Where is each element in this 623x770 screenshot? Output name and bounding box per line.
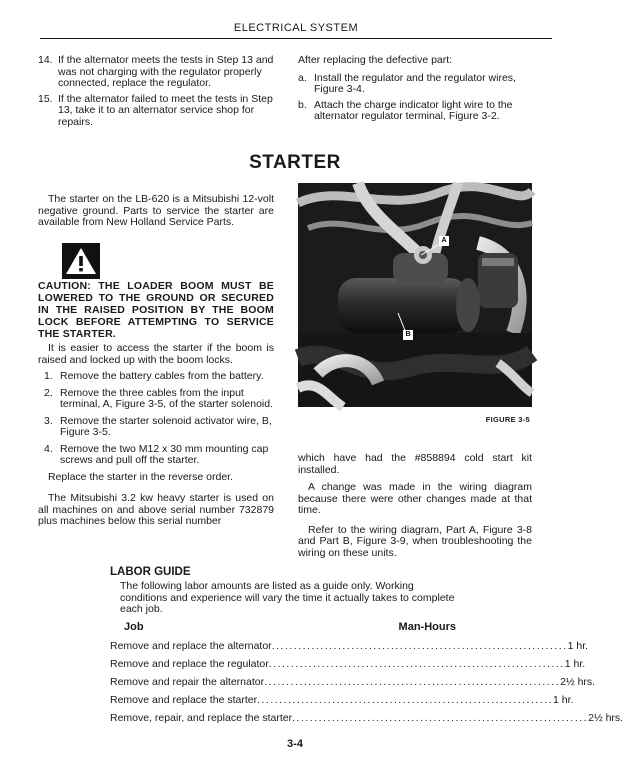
job-hours: 2½ hrs. <box>560 675 596 688</box>
caution-text: CAUTION: THE LOADER BOOM MUST BE LOWERED TO THE GROUND OR SECURED IN THE RAISED POSITION BY THE BOOM LOCK BEFORE ATTEMPTING TO SERVICE THE STARTER. <box>38 280 274 340</box>
callout-b: B <box>403 330 413 340</box>
heavy-starter-text: The Mitsubishi 3.2 kw heavy starter is used on all machines on and above serial number 732879 plus machines below this serial number <box>38 492 274 527</box>
callout-a: A <box>439 236 449 246</box>
after-replacing-intro: After replacing the defective part: <box>298 54 453 66</box>
sub-step-letter: b. <box>298 98 307 111</box>
labor-row <box>110 655 586 673</box>
step-15 <box>38 94 274 129</box>
labor-guide-title: LABOR GUIDE <box>110 566 191 578</box>
leader-dots: ................................................................... <box>264 675 561 688</box>
leader-dots: ................................................................... <box>292 711 589 724</box>
page-number: 3-4 <box>287 738 303 750</box>
page-header: ELECTRICAL SYSTEM <box>233 22 359 34</box>
alternator-steps <box>38 55 274 132</box>
wiring-notes <box>298 453 532 563</box>
wiring-change-text: A change was made in the wiring diagram because there were other changes made at that time. <box>298 481 532 516</box>
step-number: 3. <box>44 414 53 427</box>
step-text: Remove the starter solenoid activator wire, B, Figure 3-5. <box>60 414 272 438</box>
section-title: STARTER <box>249 152 341 173</box>
removal-step-2 <box>44 388 274 411</box>
job-hours: 2½ hrs. <box>588 711 623 724</box>
job-name: Remove and replace the alternator <box>110 639 272 652</box>
step-text: Remove the battery cables from the battery. <box>60 370 264 382</box>
step-number: 4. <box>44 442 53 455</box>
step-14 <box>38 55 274 90</box>
job-hours: 1 hr. <box>564 657 586 670</box>
job-column-header: Job <box>124 620 144 633</box>
labor-guide <box>110 566 623 727</box>
step-number: 2. <box>44 386 53 399</box>
step-text: Remove the two M12 x 30 mm mounting cap screws and pull off the starter. <box>60 442 269 466</box>
cold-start-text: which have had the #858894 cold start kit installed. <box>298 452 532 476</box>
labor-row <box>110 637 589 655</box>
leader-dots: ................................................................... <box>257 693 554 706</box>
removal-step-4 <box>44 444 274 467</box>
labor-table-header <box>124 621 458 633</box>
step-number: 1. <box>44 370 53 382</box>
replace-text: Replace the starter in the reverse order. <box>48 470 234 483</box>
leader-dots: ................................................................... <box>271 639 568 652</box>
wiring-reference-text: Refer to the wiring diagram, Part A, Figure 3-8 and Part B, Figure 3-9, when troubleshooting the wiring on these units. <box>298 523 532 559</box>
starter-photo <box>298 183 532 407</box>
job-hours: 1 hr. <box>567 639 589 652</box>
labor-row <box>110 691 574 709</box>
sub-step-text: Attach the charge indicator light wire to the alternator regulator terminal, Figure 3-2. <box>314 98 513 122</box>
access-text: It is easier to access the starter if the boom is raised and locked up with the boom locks. <box>38 342 274 366</box>
sub-step-b <box>298 100 532 123</box>
removal-step-3 <box>44 416 274 439</box>
removal-steps <box>38 371 274 467</box>
step-number: 14. <box>38 54 53 66</box>
job-name: Remove, repair, and replace the starter <box>110 711 293 724</box>
hours-column-header: Man-Hours <box>398 620 456 633</box>
step-text: If the alternator failed to meet the tests in Step 13, take it to an alternator service shop for repairs. <box>58 92 273 128</box>
sub-step-letter: a. <box>298 71 307 84</box>
figure-caption: FIGURE 3-5 <box>485 415 530 424</box>
starter-intro-text: The starter on the LB-620 is a Mitsubishi 12-volt negative ground. Parts to service the starter are available from New Holland Service Parts. <box>38 193 274 228</box>
sub-step-a <box>298 73 532 96</box>
job-name: Remove and replace the starter <box>110 693 258 706</box>
removal-step-1 <box>44 371 274 383</box>
starter-intro <box>38 194 274 233</box>
job-name: Remove and repair the alternator <box>110 675 265 688</box>
labor-row <box>110 673 596 691</box>
job-name: Remove and replace the regulator <box>110 657 269 670</box>
job-hours: 1 hr. <box>553 693 574 706</box>
step-text: If the alternator meets the tests in Step 13 and was not charging with the regulator properly connected, replace the regulator. <box>58 54 274 89</box>
labor-row <box>110 709 623 727</box>
warning-icon <box>62 243 100 279</box>
after-replacing <box>298 55 532 127</box>
leader-dots: ................................................................... <box>268 657 565 670</box>
labor-table <box>110 637 623 727</box>
header-rule <box>40 38 552 39</box>
sub-step-text: Install the regulator and the regulator wires, Figure 3-4. <box>314 71 516 95</box>
step-text: Remove the three cables from the input terminal, A, Figure 3-5, of the starter solenoid. <box>60 386 274 410</box>
starter-procedure <box>38 343 274 532</box>
labor-guide-intro: The following labor amounts are listed as a guide only. Working conditions and experience will vary the time it actually takes to complete each job. <box>120 580 455 615</box>
step-number: 15. <box>38 92 53 105</box>
